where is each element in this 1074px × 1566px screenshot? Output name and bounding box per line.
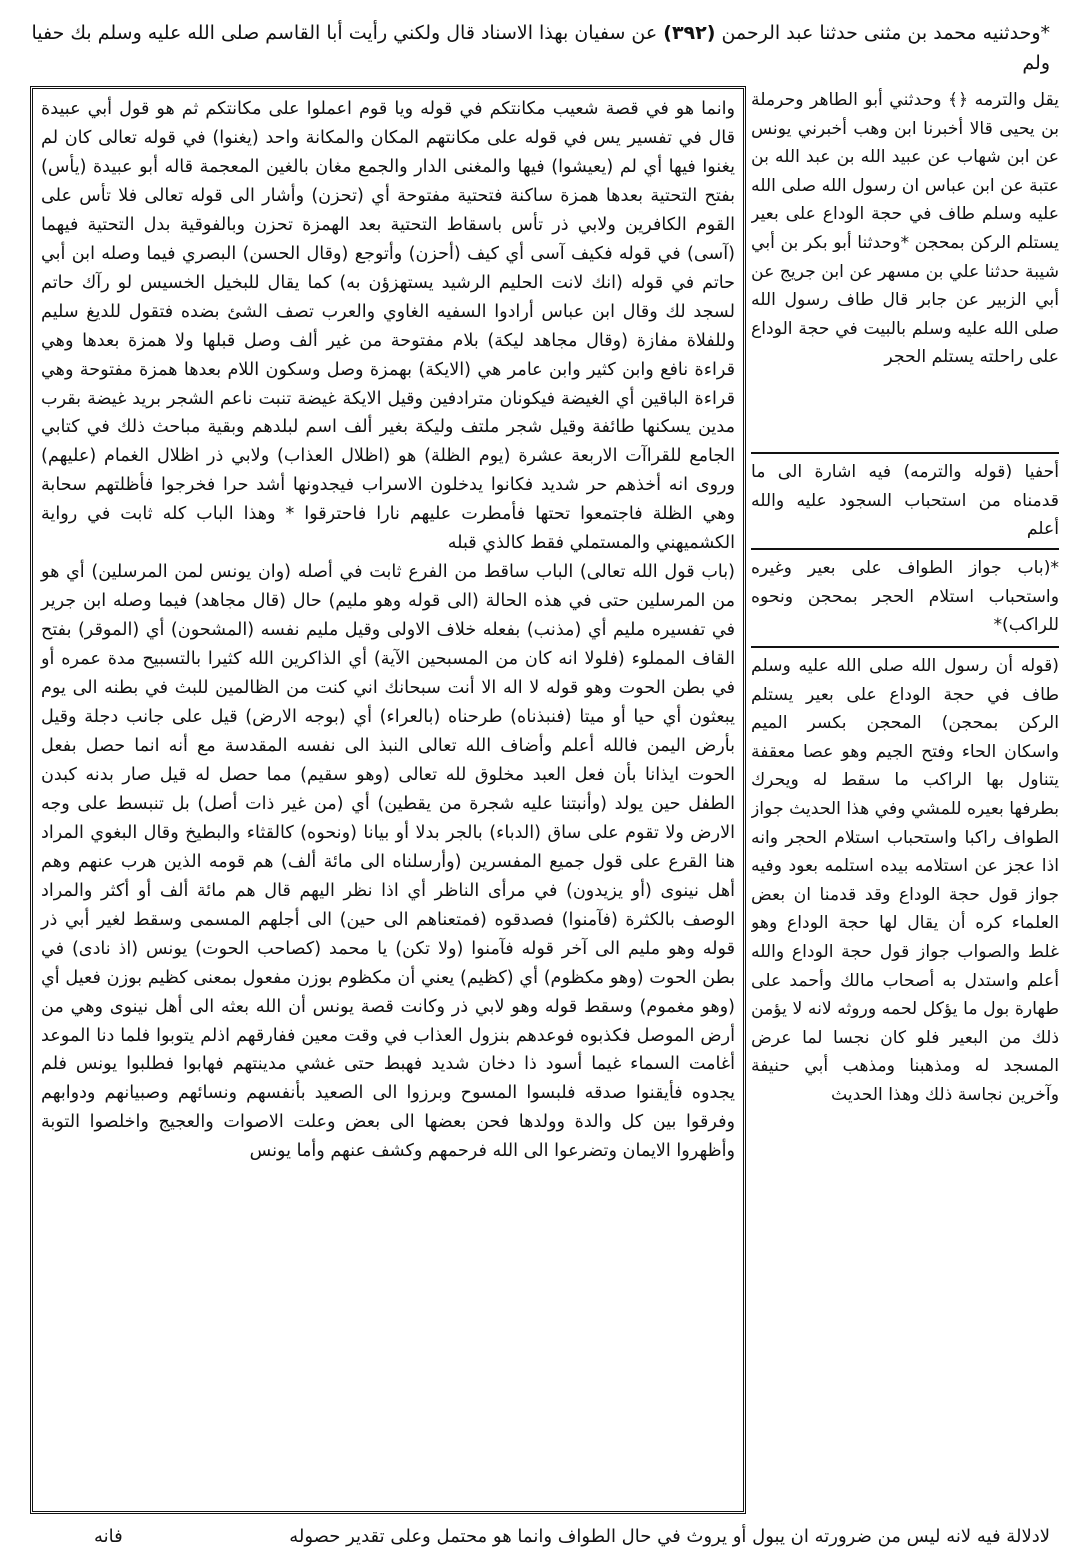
- commentary-side-block: [751, 652, 1059, 1522]
- page-header: [24, 18, 1050, 78]
- chapter-heading: *(باب جواز الطواف على بعير وغيره واستحباب استلام الحجر بمحجن ونحوه للراكب)*: [751, 558, 1059, 636]
- commentary-paragraph: وانما هو في قصة شعيب مكانتكم في قوله ويا قوم اعملوا على مكانتكم ثم هو قول أبي عبيدة قال في تفسير يس في قوله على مكانتهم المكان والمكانة واحد (يغنوا) في قوله تعالى كان لم يغنوا فيها أي لم (يعيشوا) فيها والمغنى الدار والجمع مغان بالغين المعجمة قاله أبو عبيدة (يأس) بفتح التحتية بعدها همزة ساكنة فتحتية مفتوحة أي (تحزن) وأشار الى قوله تعالى فلا تأس على القوم الكافرين ولابي ذر تأس باسقاط التحتية بعد الهمزة تحزن وبالفوقية بدل التحتية فيهما (آسى) في قوله فكيف آسى أي كيف (أحزن) وأتوجع (وقال الحسن) البصري فيما وصله ابن أبي حاتم في قوله (انك لانت الحليم الرشيد يستهزؤن به) كما يقال للبخيل الخسيس لو رآك حاتم لسجد لك وقال ابن عباس أرادوا السفيه الغاوي والعرب تصف الشئ بضده فتقول للديغ سليم وللفلاة مفازة (وقال مجاهد ليكة) بلام مفتوحة من غير ألف وصل قبلها ولا همزة بعدها وهي قراءة نافع وابن كثير وابن عامر هي (الايكة) بهمزة وصل وسكون اللام بعدها همزة مفتوحة وهي قراءة الباقين أي الغيضة فيكونان مترادفين وقيل الايكة غيضة تنبت ناعم الشجر بريد غيضة بقرب مدين يسكنها طائفة وقيل شجر ملتف وليكة بغير ألف اسم لبلدهم وبقية مباحث ذلك في كتابي الجامع للقراآت الاربعة عشرة (يوم الظلة) هو (اظلال العذاب) ولابي ذر اظلال الغمام (عليهم) وروى انه أخذهم حر شديد فكانوا يدخلون الاسراب فيجدونها أشد حرا فخرجوا فأظلتهم سحابة وهي الظلة فاجتمعوا تحتها فأمطرت عليهم نارا فاحترقوا * وهذا الباب كله ثابت في رواية الكشميهني والمستملي فقط كالذي قبله: [41, 99, 735, 554]
- divider: [751, 646, 1059, 648]
- note-text: أحفيا (قوله والترمه) فيه اشارة الى ما قدمناه من استحباب السجود عليه والله أعلم: [751, 462, 1059, 540]
- commentary-frame: [30, 86, 746, 1514]
- note-block: [751, 458, 1059, 544]
- commentary-paragraph: (باب قول الله تعالى) الباب ساقط من الفرع ثابت في أصله (وان يونس لمن المرسلين) أي هو من المرسلين حتى في هذه الحالة (الى قوله وهو مليم) حال (قال مجاهد) فيما وصله ابن جرير في تفسيره مليم أي (مذنب) بفعله خلاف الاولى وقيل مليم نفسه (المشحون) أي (الموقر) بفتح القاف المملوء (فلولا انه كان من المسبحين الآية) أي الذاكرين الله كثيرا بالتسبيح مدة عمره أو في بطن الحوت وهو قوله لا اله الا أنت سبحانك اني كنت من الظالمين للبث في بطنه الى يوم يبعثون أي حيا أو ميتا (فنبذناه) طرحناه (بالعراء) أي (بوجه الارض) قيل على جانب دجلة وقيل بأرض اليمن فالله أعلم وأضاف الله تعالى النبذ الى نفسه المقدسة مع أنه انما حصل بفعل الحوت ايذانا بأن فعل العبد مخلوق لله تعالى (وهو سقيم) مما حصل له قيل صار بدنه كبدن الطفل حين يولد (وأنبتنا عليه شجرة من يقطين) أي (من غير ذات أصل) بل تنبسط على وجه الارض ولا تقوم على ساق (الدباء) بالجر بدلا أو بيانا (ونحوه) كالقثاء والبطيخ وقال البغوي المراد هنا القرع على قول جميع المفسرين (وأرسلناه الى مائة ألف) هم قومه الذين هرب عنهم وهم أهل نينوى (أو يزيدون) في مرأى الناظر أي اذا نظر اليهم قال هم مائة ألف أو أكثر والمراد الوصف بالكثرة (فآمنوا) فصدقوه (فمتعناهم الى حين) الى أجلهم المسمى وسقط لغير أبي ذر قوله وهو مليم الى آخر قوله فآمنوا (ولا تكن) يا محمد (كصاحب الحوت) يونس (اذ نادى) في بطن الحوت (وهو مكظوم) أي (كظيم) يعني أن مكظوم بوزن مفعول بمعنى كظيم بوزن فعيل أي (وهو مغموم) وسقط قوله وهو لابي ذر وكانت قصة يونس أن الله بعثه الى أهل نينوى وهي من أرض الموصل فكذبوه فوعدهم بنزول العذاب في وقت معين ففارقهم اذلم يتوبوا فلما دنا الموعد أغامت السماء غيما أسود ذا دخان شديد فهبط حتى غشي مدينتهم فهابوا فطلبوا يونس فلم يجدوه فأيقنوا صدقه فلبسوا المسوح وبرزوا الى الصعيد بأنفسهم ونسائهم وصبيانهم ودوابهم وفرقوا بين كل والدة وولدها فحن بعضها الى بعض وعلت الاصوات والعجيج واخلصوا التوبة وأظهروا الايمان وتضرعوا الى الله فرحمهم وكشف عنهم وأما يونس: [41, 562, 735, 1162]
- chapter-heading-block: [751, 554, 1059, 642]
- page-number: (٣٩٢): [663, 22, 716, 44]
- header-rest: عن سفيان بهذا الاسناد قال ولكني رأيت أبا القاسم صلى الله عليه وسلم بك حفيا ولم: [31, 22, 1050, 74]
- hadith-text: يقل والترمه ﴿﴾ وحدثني أبو الطاهر وحرملة بن يحيى قالا أخبرنا ابن وهب أخبرني يونس عن ابن شهاب عن عبيد الله بن عبد الله بن عتبة عن ابن عباس ان رسول الله صلى الله عليه وسلم طاف في حجة الوداع على بعير يستلم الركن بمحجن *وحدثنا أبو بكر بن أبي شيبة حدثنا علي بن مسهر عن ابن جريج عن أبي الزبير عن جابر قال طاف رسول الله صلى الله عليه وسلم بالبيت في حجة الوداع على راحلته يستلم الحجر: [751, 90, 1059, 368]
- divider: [751, 548, 1059, 550]
- header-lead: *وحدثنيه محمد بن مثنى حدثنا عبد الرحمن: [721, 22, 1050, 44]
- margin-column: [751, 86, 1059, 1514]
- catchword: فانه: [94, 1526, 123, 1547]
- commentary-side-text: (قوله أن رسول الله صلى الله عليه وسلم طاف في حجة الوداع على بعير يستلم الركن بمحجن) المحجن بكسر الميم واسكان الحاء وفتح الجيم وهو عصا معقفة يتناول بها الراكب ما سقط له ويحرك بطرفها بعيره للمشي وفي هذا الحديث جواز الطواف راكبا واستحباب استلام الحجر وانه اذا عجز عن استلامه بيده استلمه بعود وفيه جواز قول حجة الوداع وقد قدمنا ان بعض العلماء كره أن يقال لها حجة الوداع وهو غلط والصواب جواز قول حجة الوداع والله أعلم واستدل به أصحاب مالك وأحمد على طهارة بول ما يؤكل لحمه وروثه لانه لا يؤمن ذلك من البعير فلو كان نجسا لما عرض المسجد له ومذهبنا ومذهب أبي حنيفة وآخرين نجاسة ذلك وهذا الحديث: [751, 656, 1059, 1105]
- hadith-block: [751, 86, 1059, 448]
- divider: [751, 452, 1059, 454]
- page-footer: [24, 1522, 1050, 1556]
- commentary-text: [41, 95, 735, 1505]
- footer-text: لادلالة فيه لانه ليس من ضرورته ان يبول أو يروث في حال الطواف وانما هو محتمل وعلى تقدير حصوله: [289, 1526, 1050, 1547]
